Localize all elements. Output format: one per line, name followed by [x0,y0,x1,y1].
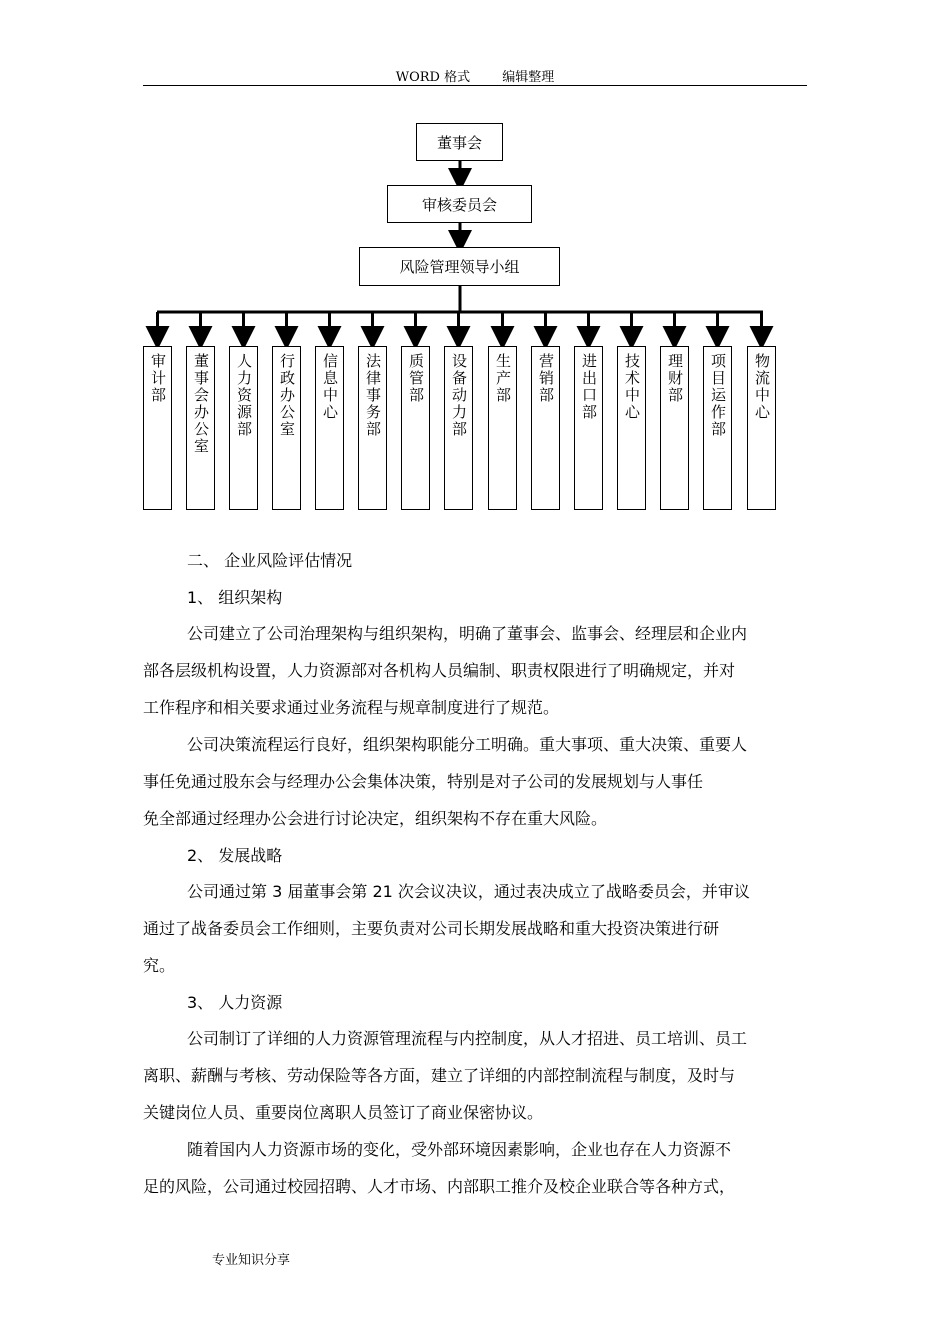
paragraph-line: 工作程序和相关要求通过业务流程与规章制度进行了规范。 [143,698,560,717]
paragraph-line: 随着国内人力资源市场的变化，受外部环境因素影响，企业也存在人力资源不 [187,1140,732,1159]
paragraph-line: 公司通过第 3 届董事会第 21 次会议决议，通过表决成立了战略委员会，并审议 [187,882,750,901]
item-heading-1: 1、 组织架构 [187,588,283,607]
dept-hr: 人力资源部 [229,346,258,510]
paragraph-line: 关键岗位人员、重要岗位离职人员签订了商业保密协议。 [143,1103,544,1122]
paragraph-line: 公司建立了公司治理架构与组织架构，明确了董事会、监事会、经理层和企业内 [187,624,748,643]
dept-admin-office: 行政办公室 [272,346,301,510]
paragraph-line: 通过了战备委员会工作细则，主要负责对公司长期发展战略和重大投资决策进行研 [143,919,720,938]
paragraph-line: 公司决策流程运行良好，组织架构职能分工明确。重大事项、重大决策、重要人 [187,735,748,754]
header-right-text: 编辑整理 [502,70,555,85]
dept-tech-center: 技术中心 [617,346,646,510]
dept-quality: 质管部 [401,346,430,510]
dept-finance: 理财部 [660,346,689,510]
dept-import-export: 进出口部 [574,346,603,510]
paragraph-line: 究。 [143,956,176,975]
paragraph-line: 公司制订了详细的人力资源管理流程与内控制度，从人才招进、员工培训、员工 [187,1029,748,1048]
org-box-board: 董事会 [416,123,503,161]
paragraph-line: 离职、薪酬与考核、劳动保险等各方面，建立了详细的内部控制流程与制度，及时与 [143,1066,736,1085]
section-heading-2: 二、 企业风险评估情况 [187,551,353,570]
org-box-audit-committee: 审核委员会 [387,185,532,223]
dept-audit: 审计部 [143,346,172,510]
item-heading-2: 2、 发展战略 [187,846,283,865]
dept-logistics: 物流中心 [747,346,776,510]
paragraph-line: 免全部通过经理办公会进行讨论决定，组织架构不存在重大风险。 [143,809,608,828]
org-chart [0,0,950,520]
item-heading-3: 3、 人力资源 [187,993,283,1012]
dept-marketing: 营销部 [531,346,560,510]
page-footer: 专业知识分享 [212,1253,291,1268]
dept-production: 生产部 [488,346,517,510]
dept-equipment: 设备动力部 [444,346,473,510]
dept-project-ops: 项目运作部 [703,346,732,510]
paragraph-line: 部各层级机构设置，人力资源部对各机构人员编制、职责权限进行了明确规定，并对 [143,661,736,680]
dept-info-center: 信息中心 [315,346,344,510]
paragraph-line: 事任免通过股东会与经理办公会集体决策，特别是对子公司的发展规划与人事任 [143,772,704,791]
dept-legal: 法律事务部 [358,346,387,510]
paragraph-line: 足的风险，公司通过校园招聘、人才市场、内部职工推介及校企业联合等各种方式， [143,1177,736,1196]
org-box-risk-group: 风险管理领导小组 [359,247,560,286]
header-left-text: WORD 格式 [395,70,471,85]
dept-board-office: 董事会办公室 [186,346,215,510]
